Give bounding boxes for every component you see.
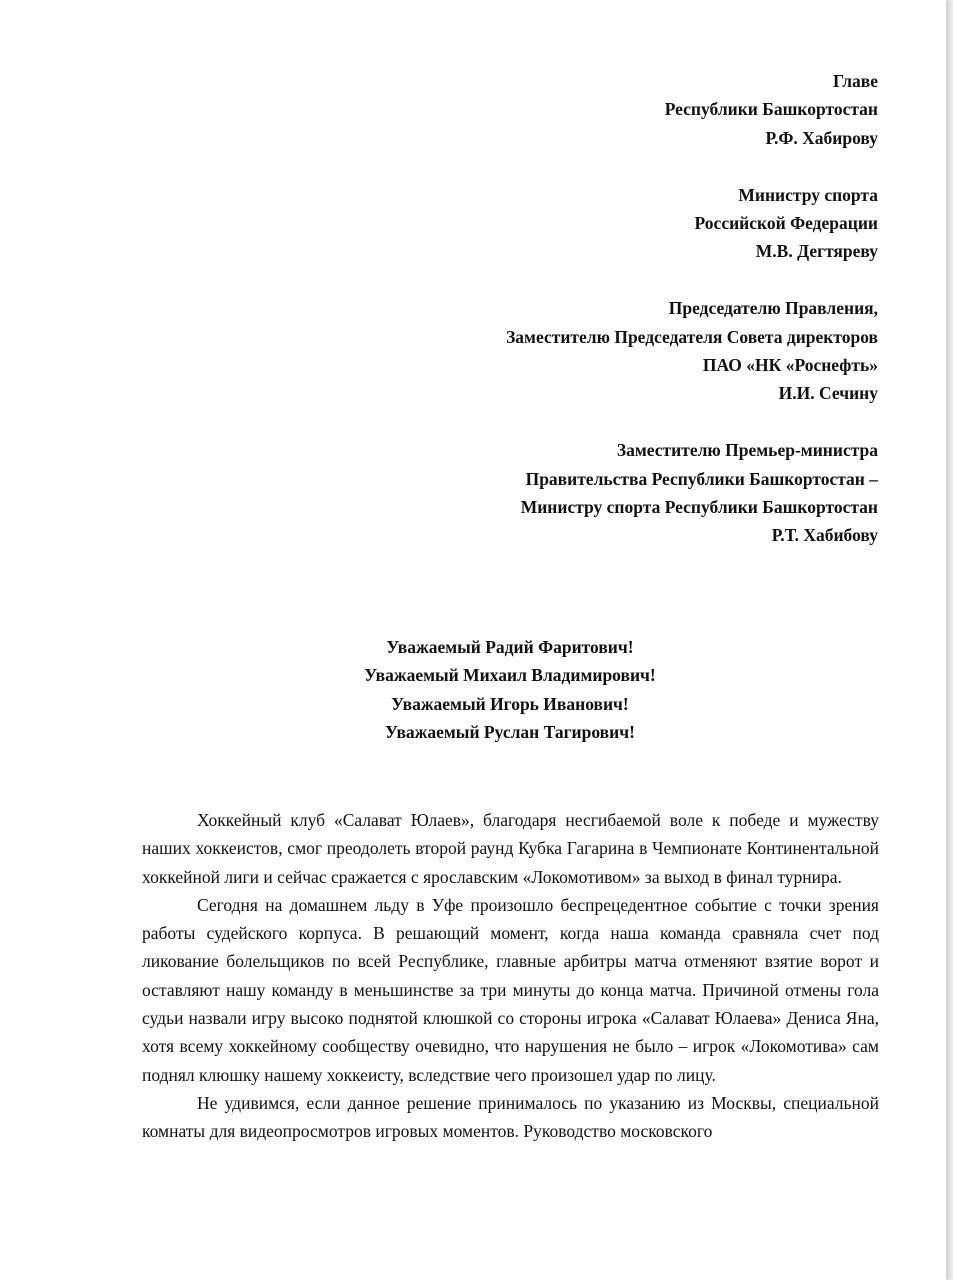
letter-body [142, 806, 879, 1146]
addressee-line: Р.Т. Хабибову [771, 525, 878, 546]
salutation-line: Уважаемый Радий Фаритович! [386, 637, 634, 657]
addressee-line: Р.Ф. Хабирову [765, 127, 878, 148]
addressee-line: Заместителю Премьер-министра [616, 440, 878, 461]
addressee-line: М.В. Дегтяреву [755, 241, 878, 262]
salutation-block [140, 633, 880, 747]
body-paragraph: Не удивимся, если данное решение принималось по указанию из Москвы, специальной комнаты для видеопросмотров игровых моментов. Руководство московского [142, 1092, 879, 1142]
addressee-line: Министру спорта Республики Башкортостан [520, 497, 878, 518]
salutation-line: Уважаемый Михаил Владимирович! [364, 665, 656, 686]
addressee-rosneft-chairman [506, 294, 878, 408]
addressee-head-of-republic [506, 67, 878, 152]
salutation-line: Уважаемый Руслан Тагирович! [385, 722, 635, 743]
addressee-deputy-prime-minister [506, 436, 878, 550]
addressee-sports-minister [506, 181, 878, 266]
addressee-line: Российской Федерации [694, 213, 878, 234]
body-paragraph: Хоккейный клуб «Салават Юлаев», благодаря несгибаемой воле к победе и мужеству наших хоккеистов, смог преодолеть второй раунд Кубка Гагарина в Чемпионате Континентальной хоккейной лиги и сейчас сражается с ярославским «Локомотивом» за выход в финал турнира. [142, 810, 879, 887]
body-paragraph: Сегодня на домашнем льду в Уфе произошло беспрецедентное событие с точки зрения работы судейского корпуса. В решающий момент, когда наша команда сравняла счет под ликование болельщиков по всей Республике, главные арбитры матча отменяют взятие ворот и оставляют нашу команду в меньшинстве за три минуты до конца матча. Причиной отмены гола судьи назвали игру высоко поднятой клюшкой со стороны игрока «Салават Юлаева» Дениса Яна, хотя всему хоккейному сообществу очевидно, что нарушения не было – игрок «Локомотива» сам поднял клюшку нашему хоккеисту, вследствие чего произошел удар по лицу. [142, 894, 879, 1085]
salutation-line: Уважаемый Игорь Иванович! [391, 693, 629, 714]
addressee-line: Министру спорта [738, 184, 878, 205]
addressee-line: ПАО «НК «Роснефть» [702, 355, 878, 376]
addressee-line: Республики Башкортостан [664, 99, 878, 120]
addressee-line: И.И. Сечину [778, 383, 878, 404]
addressee-line: Председателю Правления, [668, 298, 878, 319]
addressee-list [506, 67, 878, 550]
addressee-line: Правительства Республики Башкортостан – [525, 468, 878, 489]
addressee-line: Главе [833, 71, 878, 91]
addressee-line: Заместителю Председателя Совета директоров [506, 326, 878, 347]
